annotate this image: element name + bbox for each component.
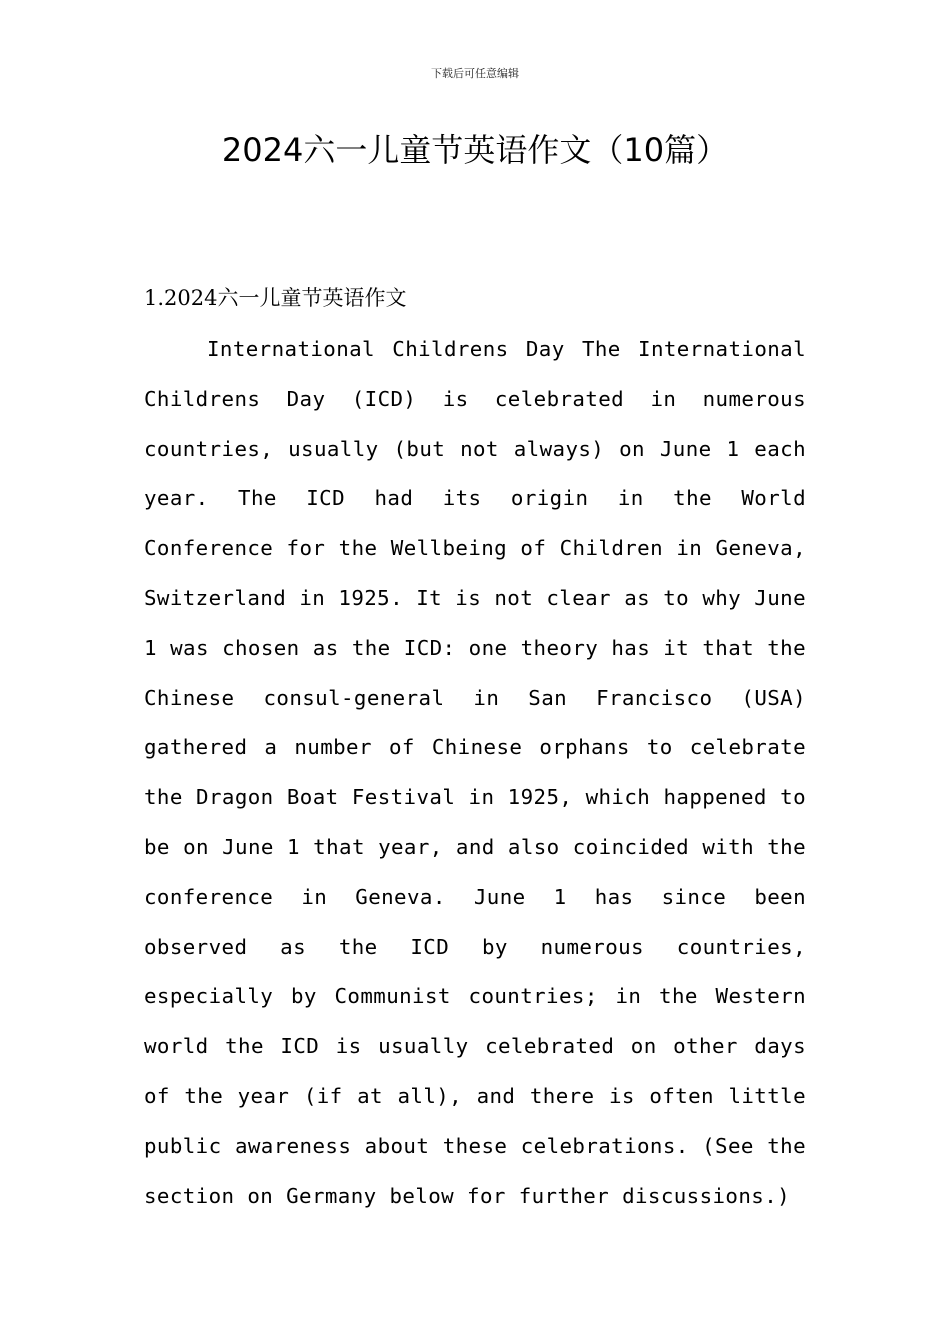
section-paragraph: International Childrens Day The International Childrens Day (ICD) is celebrated in numerous countries, usually (but not always) on June 1 each year. The ICD had its origin in the World Conference for the Wellbeing of Children in Geneva, Switzerland in 1925. It is not clear as to why June 1 was chosen as the ICD: one theory has it that the Chinese consul-general in San Francisco (USA) gathered a number of Chinese orphans to celebrate the Dragon Boat Festival in 1925, which happened to be on June 1 that year, and also coincided with the conference in Geneva. June 1 has since been observed as the ICD by numerous countries, especially by Communist countries; in the Western world the ICD is usually celebrated on other days of the year (if at all), and there is often little public awareness about these celebrations. (See the section on Germany below for further discussions.) [144, 337, 806, 1208]
section-heading: 1.2024六一儿童节英语作文 [144, 286, 407, 310]
page-header-note: 下载后可任意编辑 [431, 67, 519, 80]
page-title: 2024六一儿童节英语作文（10篇） [221, 131, 729, 169]
